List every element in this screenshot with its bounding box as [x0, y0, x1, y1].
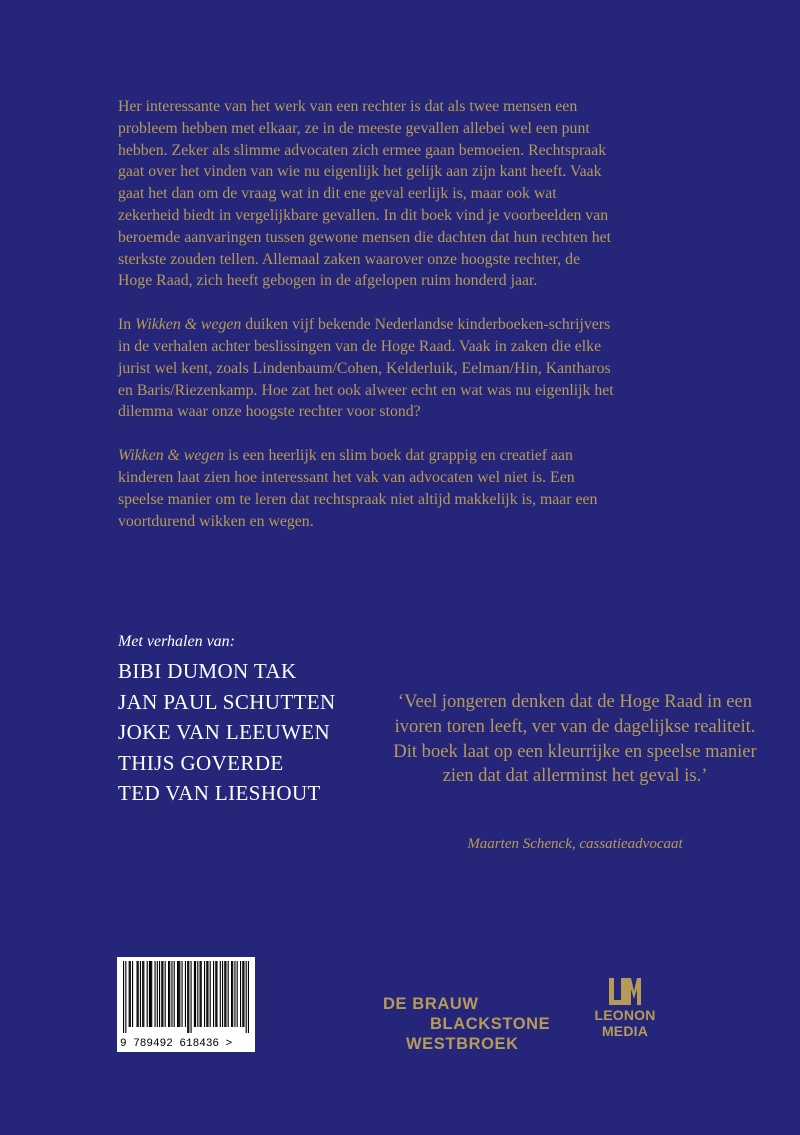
barcode-bar: [231, 961, 232, 1027]
barcode-bar: [243, 961, 244, 1027]
isbn-barcode: [117, 957, 255, 1052]
de-brauw-logo-line-2: BLACKSTONE: [430, 1015, 551, 1033]
author-name: TED VAN LIESHOUT: [118, 781, 321, 805]
barcode-bar: [248, 961, 249, 1033]
authors-label: Met verhalen van:: [118, 633, 235, 650]
barcode-bar: [179, 961, 180, 1027]
barcode-bar: [143, 961, 144, 1027]
barcode-bar: [125, 961, 126, 1033]
barcode-bar: [225, 961, 226, 1027]
barcode-bar: [201, 961, 202, 1027]
barcode-bar: [137, 961, 138, 1027]
barcode-bar: [123, 961, 124, 1033]
barcode-bar: [147, 961, 148, 1027]
author-name: JAN PAUL SCHUTTEN: [118, 689, 336, 714]
barcode-bar: [165, 961, 166, 1027]
barcode-bar: [194, 961, 195, 1027]
author-name: THIJS GOVERDE: [118, 750, 284, 775]
book-title-inline: Wikken & wegen: [135, 316, 242, 334]
de-brauw-logo-line-1: DE BRAUW: [383, 995, 479, 1013]
endorsement-author: Maarten Schenck, cassatieadvocaat: [467, 836, 683, 852]
blurb-p2-text: duiken vijf bekende Nederlandse kinderboeken-schrijvers in de verhalen achter beslissingen van de Hoge Raad. Vaak in zaken die elke jurist wel kent, zoals Lindenbaum/Cohen, Kelderluik, Eelman/Hin, Kantharos en Baris/Riezenkamp. Hoe zat het ook alweer echt en wat was nu eigenlijk het dilemma waar onze hoogste rechter voor stond?: [118, 316, 614, 421]
isbn-number: 9 789492 618436 >: [120, 1038, 233, 1050]
barcode-bar: [138, 961, 139, 1027]
barcode-bar: [195, 961, 196, 1027]
barcode-bar: [182, 961, 183, 1027]
blurb-paragraph-3: [118, 445, 618, 532]
barcode-bar: [162, 961, 163, 1027]
barcode-bar: [200, 961, 201, 1027]
barcode-bars: [123, 961, 249, 1033]
barcode-bar: [213, 961, 214, 1027]
barcode-bar: [149, 961, 150, 1027]
barcode-bar: [210, 961, 211, 1027]
author-name: JOKE VAN LEEUWEN: [118, 720, 331, 744]
blurb-paragraph-2: [118, 314, 618, 423]
barcode-bar: [171, 961, 172, 1027]
back-cover-blurb: [118, 96, 618, 554]
author-name: BIBI DUMON TAK: [118, 659, 297, 683]
author-list: [118, 656, 336, 809]
barcode-bar: [204, 961, 205, 1027]
barcode-bar: [159, 961, 160, 1027]
barcode-bar: [246, 961, 247, 1033]
book-title-inline: Wikken & wegen: [118, 447, 225, 465]
barcode-bar: [187, 961, 188, 1033]
barcode-bar: [242, 961, 243, 1027]
de-brauw-logo-line-3: WESTBROEK: [406, 1035, 519, 1053]
barcode-bar: [129, 961, 130, 1027]
barcode-bar: [142, 961, 143, 1027]
barcode-bar: [169, 961, 170, 1027]
barcode-bar: [207, 961, 208, 1027]
leonon-media-logo-line-2: MEDIA: [601, 1023, 649, 1039]
barcode-bar: [132, 961, 133, 1027]
barcode-bar: [174, 961, 175, 1027]
barcode-bar: [237, 961, 238, 1027]
leonon-media-logo: [590, 977, 660, 1039]
barcode-bar: [155, 961, 156, 1027]
barcode-bar: [177, 961, 178, 1027]
barcode-bar: [178, 961, 179, 1027]
leonon-media-logo-line-1: LEONON: [594, 1007, 656, 1023]
barcode-bar: [130, 961, 131, 1027]
barcode-bar: [191, 961, 192, 1033]
barcode-bar: [151, 961, 152, 1027]
barcode-bar: [206, 961, 207, 1027]
endorsement-quote: ‘Veel jongeren denken dat de Hoge Raad in een ivoren toren leeft, ver van de dagelijkse realiteit. Dit boek laat op een kleurrijke en speelse manier zien dat dat allerminst het geval is.’: [393, 691, 757, 787]
blurb-p2-prefix: In: [118, 316, 136, 334]
barcode-bar: [224, 961, 225, 1027]
blurb-paragraph-1: Her interessante van het werk van een rechter is dat als twee mensen een probleem hebben met elkaar, ze in de meeste gevallen allebei wel een punt hebben. Zeker als slimme advocaten zich ermee gaan bemoeien. Rechtspraak gaat over het vinden van wie nu eigenlijk het gelijk aan zijn kant heeft. Vaak gaat het dan om de vraag wat in dit ene geval eerlijk is, maar ook wat zekerheid biedt in vergelijkbare gevallen. In dit boek vind je voorbeelden van beroemde aanvaringen tussen gewone mensen die dachten dat hun rechten het sterkste zouden tellen. Allemaal zaken waarover onze hoogste rechter, de Hoge Raad, zich heeft gebogen in de afgelopen ruim honderd jaar.: [118, 98, 612, 290]
barcode-bar: [240, 961, 241, 1027]
barcode-bar: [185, 961, 186, 1027]
barcode-bar: [188, 961, 189, 1033]
de-brauw-logo: [383, 994, 550, 1054]
blurb-p3-text: is een heerlijk en slim boek dat grappig en creatief aan kinderen laat zien hoe interessant het vak van advocaten wel niet is. Een speelse manier om te leren dat rechtspraak niet altijd makkelijk is, maar een voortdurend wikken en wegen.: [118, 447, 598, 530]
barcode-bar: [215, 961, 216, 1027]
barcode-bar: [197, 961, 198, 1027]
barcode-bar: [228, 961, 229, 1027]
barcode-bar: [232, 961, 233, 1027]
barcode-bar: [216, 961, 217, 1027]
barcode-bar: [150, 961, 151, 1027]
barcode-bar: [140, 961, 141, 1027]
barcode-bar: [220, 961, 221, 1027]
barcode-bar: [234, 961, 235, 1027]
barcode-bar: [168, 961, 169, 1027]
leonon-lm-mark-icon: [607, 977, 643, 1007]
barcode-bar: [222, 961, 223, 1027]
barcode-bar: [161, 961, 162, 1027]
barcode-bar: [157, 961, 158, 1027]
